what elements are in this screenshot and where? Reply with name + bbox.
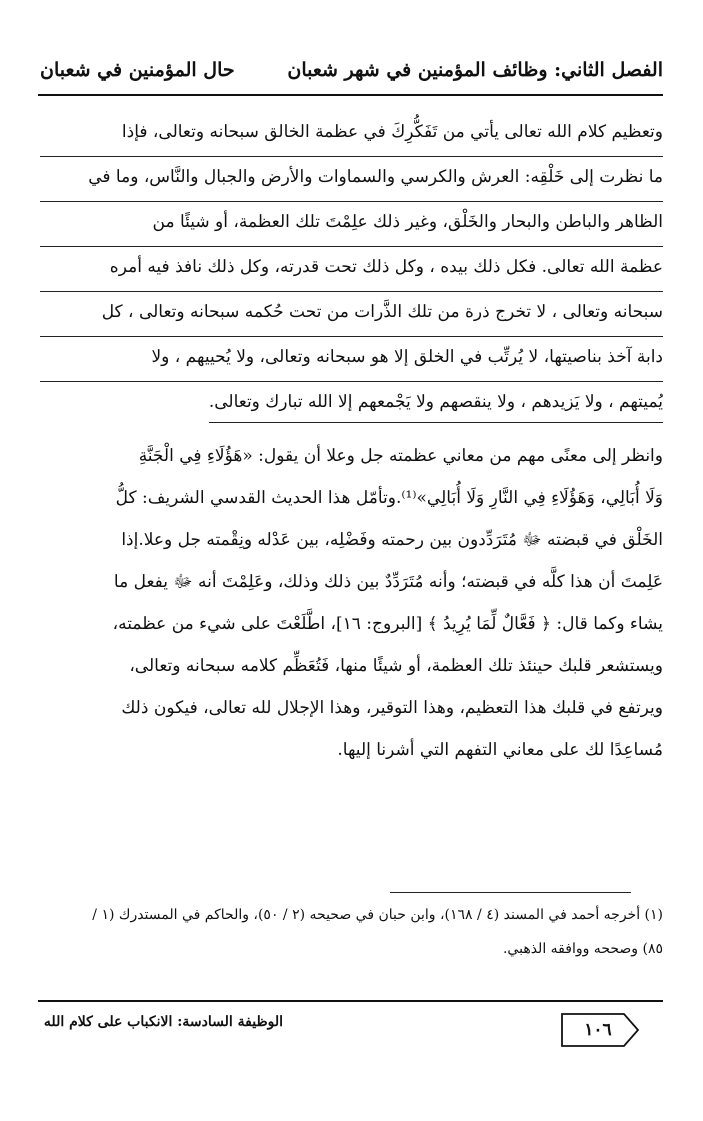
page-number: ١٠٦ [584, 1020, 612, 1040]
text-line: ما نظرت إلى خَلْقِه: العرش والكرسي والسماوات والأرض والجبال والنَّاس، وما في [40, 157, 663, 202]
footer-title: الوظيفة السادسة: الانكباب على كلام الله [43, 1014, 283, 1030]
text-line-last: مُساعِدًا لك على معاني التفهم التي أشرنا إليها. [337, 740, 663, 760]
section-title: حال المؤمنين في شعبان [40, 59, 235, 81]
running-header [40, 50, 663, 90]
page-number-tab [560, 1012, 640, 1048]
text-line-last [40, 382, 663, 426]
text-line: وَلَا أُبَالِي، وَهَؤُلَاءِ فِي النَّارِ وَلَا أُبَالِي»⁽¹⁾.وتأمّل هذا الحديث القدسي الشريف: كلُّ [115, 488, 663, 508]
text-line: سبحانه وتعالى ، لا تخرج ذرة من تلك الذَّرات من تحت حُكمه سبحانه وتعالى ، كل [40, 292, 663, 337]
footnote-rule [390, 892, 631, 893]
text-line-last-content: يُميتهم ، ولا يَزيدهم ، ولا ينقصهم ولا يَجْمعهم إلا الله تبارك وتعالى. [209, 382, 663, 423]
header-rule [38, 94, 663, 96]
text-line: وانظر إلى معنًى مهم من معاني عظمته جل وعلا أن يقول: «هَؤُلَاءِ فِي الْجَنَّةِ [138, 446, 663, 466]
text-line: وتعظيم كلام الله تعالى يأتي من تَفَكُّرِكَ في عظمة الخالق سبحانه وتعالى، فإذا [40, 112, 663, 157]
footnotes [40, 900, 663, 968]
footnote-line: ٨٥) وصححه ووافقه الذهبي. [502, 941, 663, 957]
footer-rule [38, 1000, 663, 1002]
footnote-line: (١) أخرجه أحمد في المسند (٤ / ١٦٨)، وابن حبان في صحيحه (٢ / ٥٠)، والحاكم في المستدرك (١ / [92, 907, 663, 923]
text-line: ويستشعر قلبك حينئذ تلك العظمة، أو شيئًا منها، فَتُعَظِّم كلامه سبحانه وتعالى، [129, 656, 663, 676]
paragraph-2 [40, 436, 663, 772]
text-line: يشاء وكما قال: ﴿ فَعَّالٌ لِّمَا يُرِيدُ ﴾ [البروج: ١٦]، اطَّلَعْتَ على شيء من عظمته، [112, 614, 663, 634]
text-line: عَلِمتَ أن هذا كلَّه في قبضته؛ وأنه مُتَرَدِّدٌ بين ذلك وذلك، وعَلِمْتَ أنه ﷻ يفعل ما [113, 572, 663, 592]
text-line: الخَلْق في قبضته ﷻ مُتَرَدِّدون بين رحمته وفَضْلِه، بين عَدْله ونِقْمته جل وعلا.إذا [121, 530, 663, 550]
text-line: عظمة الله تعالى. فكل ذلك بيده ، وكل ذلك تحت قدرته، وكل ذلك نافذ فيه أمره [40, 247, 663, 292]
text-line: الظاهر والباطن والبحار والخَلْق، وغير ذلك علِمْتَ تلك العظمة، أو شيئًا من [40, 202, 663, 247]
chapter-title: الفصل الثاني: وظائف المؤمنين في شهر شعبان [287, 59, 663, 81]
paragraph-1 [40, 112, 663, 426]
text-line: ويرتفع في قلبك هذا التعظيم، وهذا التوقير، وهذا الإجلال لله تعالى، فيكون ذلك [121, 698, 663, 718]
text-line: دابة آخذ بناصيتها، لا يُرتِّب في الخلق إلا هو سبحانه وتعالى، ولا يُحييهم ، ولا [40, 337, 663, 382]
